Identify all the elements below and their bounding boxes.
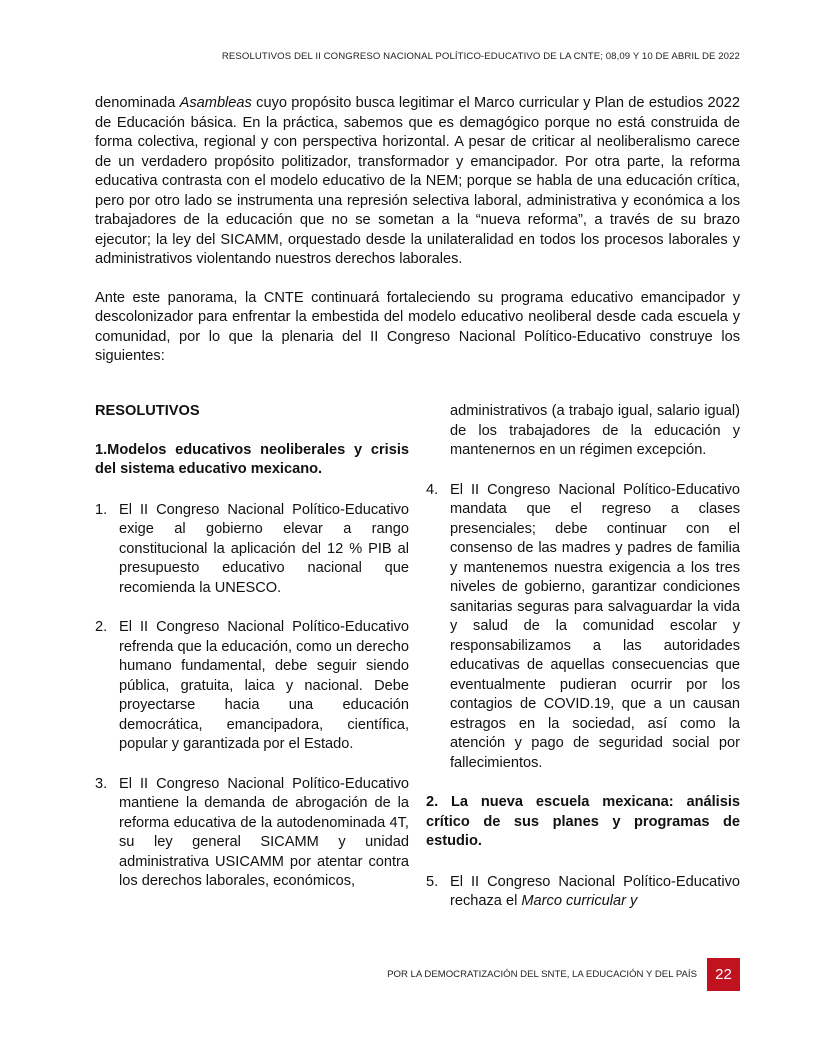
item-number: 1.: [95, 501, 108, 518]
item-text: El II Congreso Nacional Político-Educativo mantiene la demanda de abrogación de la reforma educativa de la autodenominada 4T, su ley general SICAMM y unidad administrativa USICAMM por atentar contra los derechos laborales, económicos,: [119, 775, 409, 889]
section-1-title: 1.Modelos educativos neoliberales y crisis del sistema educativo mexicano.: [95, 441, 409, 477]
running-header: RESOLUTIVOS DEL II CONGRESO NACIONAL POLÍTICO-EDUCATIVO DE LA CNTE; 08,09 Y 10 DE ABRIL DE 2022: [221, 51, 740, 62]
item-text: El II Congreso Nacional Político-Educativo rechaza el: [450, 873, 740, 909]
item-number: 4.: [426, 481, 439, 498]
footer-slogan: POR LA DEMOCRATIZACIÓN DEL SNTE, LA EDUCACIÓN Y DEL PAÍS: [387, 969, 697, 980]
intro-p1-start: denominada: [95, 95, 180, 111]
resolutivos-heading: RESOLUTIVOS: [95, 403, 200, 419]
item-text: El II Congreso Nacional Político-Educativo mandata que el regreso a clases presenciales; debe continuar con el consenso de las madres y padres de familia y mantenemos nuestra exigencia a los tres niveles de gobierno, garantizar condiciones sanitarias seguras para salvaguardar la vida y salud de la comunidad escolar y responsabilizamos a las autoridades educativas de aquellas consecuencias que eventualmente pudieran ocurrir por los contagios de COVID.19, que a un causan estragos en la sociedad, así como la atención y pago de seguridad social por fallecimientos.: [450, 481, 740, 771]
page-footer: [387, 958, 740, 991]
left-column: [95, 402, 409, 912]
page-number-badge: 22: [707, 958, 740, 991]
list-item-3: [95, 775, 409, 892]
section-2-title: 2. La nueva escuela mexicana: análisis crítico de sus planes y programas de estudio.: [426, 794, 740, 849]
item-text: El II Congreso Nacional Político-Educativo refrenda que la educación, como un derecho humano fundamental, debe seguir siendo pública, gratuita, laica y nacional. Debe proyectarse hacia una educación democrática, emancipadora, científica, popular y garantizada por el Estado.: [119, 619, 409, 752]
intro-paragraph-2: Ante este panorama, la CNTE continuará fortaleciendo su programa educativo emancipador y descolonizador para enfrentar la embestida del modelo educativo neoliberal desde cada escuela y comunidad, por lo que la plenaria del II Congreso Nacional Político-Educativo construye los siguientes:: [95, 289, 740, 364]
right-column: [426, 402, 740, 932]
list-item-1: [95, 501, 409, 599]
list-item-2: [95, 618, 409, 755]
intro-paragraph-1: [95, 94, 740, 270]
list-item-5: [426, 873, 740, 912]
item-number: 2.: [95, 619, 108, 635]
intro-p1-rest: cuyo propósito busca legitimar el Marco curricular y Plan de estudios 2022 de Educación básica. En la práctica, sabemos que es demagógico porque no está construida de forma colectiva, regional y con perspectiva horizontal. A pesar de criticar al neoliberalismo carece de un verdadero propósito politizador, transformador y emancipador. Por otra parte, la reforma educativa contrasta con el modelo educativo de la NEM; porque se habla de una educación crítica, pero por otro lado se instrumenta una represión selectiva laboral, administrativa y económica a los trabajadores de la educación que no se sometan a la “nueva reforma”, a través de su brazo ejecutor; la ley del SICAMM, orquestado desde la unilateralidad en todos los procesos laborales y administrativos violentando nuestros derechos laborales.: [95, 95, 740, 267]
item-text-italic: Marco curricular y: [521, 893, 638, 909]
intro-p1-italic: Asambleas: [179, 95, 252, 111]
intro-section: [95, 94, 740, 386]
item-number: 3.: [95, 775, 108, 792]
list-item-4: [426, 481, 740, 774]
item-text: El II Congreso Nacional Político-Educativo exige al gobierno elevar a rango constitucional la aplicación del 12 % PIB al presupuesto educativo nacional que recomienda la UNESCO.: [119, 501, 409, 596]
item-3-continuation: administrativos (a trabajo igual, salario igual) de los trabajadores de la educación y mantenernos en un régimen excepción.: [450, 403, 740, 458]
item-number: 5.: [426, 873, 439, 890]
